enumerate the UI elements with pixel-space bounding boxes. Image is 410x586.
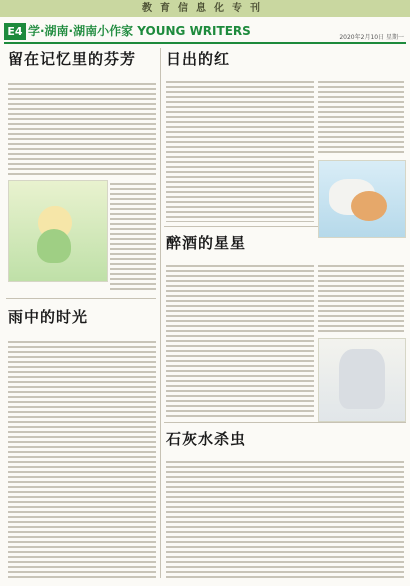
issue-date: 2020年2月10日 星期一 [339,34,404,41]
article-title: 雨中的时光 [8,308,89,326]
article-title: 日出的红 [166,50,231,68]
article-text [166,458,404,578]
illustration-star-child [318,338,406,422]
section-rule [4,42,406,44]
article-divider [6,298,156,299]
article-text [318,262,404,334]
article-text [166,78,314,222]
article-title: 留在记忆里的芬芳 [8,50,137,68]
article-text [8,338,156,578]
column-divider [160,48,161,578]
article-text [8,80,156,178]
article-divider [164,422,406,423]
page-number: E4 [4,23,26,40]
masthead: 教育信息化专刊 [142,3,268,14]
section-header [0,20,410,44]
article-text [166,262,314,418]
article-text [318,78,404,156]
article-text [110,180,156,292]
article-title: 醉酒的星星 [166,234,247,252]
article-title: 石灰水杀虫 [166,430,247,448]
section-title: 学·湖南·湖南小作家 YOUNG WRITERS [28,24,251,38]
illustration-sunrise [318,160,406,238]
illustration-child-reading [8,180,108,282]
